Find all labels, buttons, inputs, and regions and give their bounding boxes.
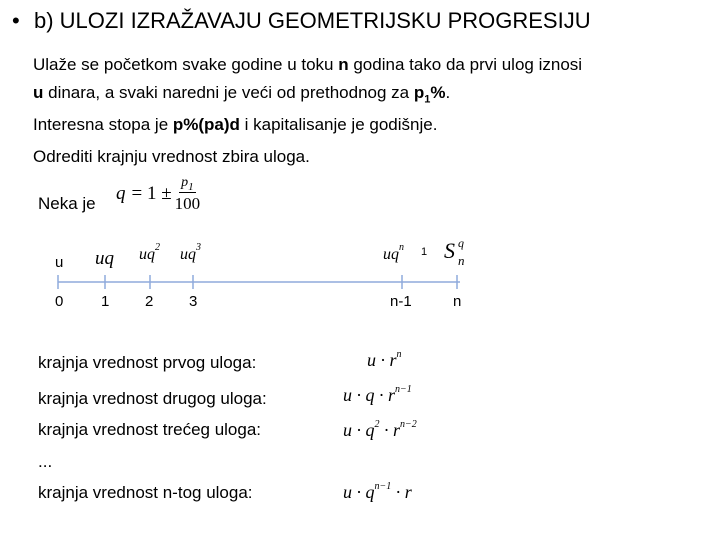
- neka-label: Neka je: [38, 194, 96, 213]
- formula-first-deposit: $u \cdot r^n$: [367, 349, 402, 370]
- tick-label-n: n: [453, 293, 462, 310]
- tick-label-n-1: n-1: [390, 293, 412, 310]
- value-row-4-label: ...: [38, 452, 53, 471]
- intro-text: .: [445, 83, 451, 102]
- title-bullet: •: [12, 8, 20, 33]
- intro-bold-p1: $p_1\%$: [413, 83, 446, 106]
- sum-superscript: q: [458, 236, 464, 250]
- timeline-row-label: u: [55, 254, 64, 271]
- value-row-5-label: krajnja vrednost n-tog uloga:: [38, 483, 253, 502]
- intro-text: i kapitalisanje je godišnje.: [239, 115, 438, 134]
- tick-label-0: 0: [55, 293, 64, 310]
- formula-nth-deposit: $u \cdot q^{n-1} \cdot r$: [343, 481, 412, 502]
- value-row-2-label: krajnja vrednost drugog uloga:: [38, 389, 267, 408]
- q-equals: = 1 ±: [131, 183, 172, 204]
- formula-second-deposit: $u \cdot q \cdot r^{n-1}$: [343, 384, 412, 405]
- deposit-uq2: $uq^2$: [139, 242, 160, 263]
- intro-text: Ulaže se početkom svake godine u toku: [33, 55, 339, 74]
- formula-third-deposit: $u \cdot q^2 \cdot r^{n-2}$: [343, 419, 417, 440]
- deposit-uqn-tail: 1: [421, 246, 428, 258]
- intro-bold-rate: p%(pa)d: [172, 115, 240, 134]
- intro-text: Interesna stopa je: [33, 115, 173, 134]
- deposit-uq3: $uq^3$: [180, 242, 201, 263]
- intro-text: dinara, a svaki naredni je veći od prethodnog za: [43, 83, 414, 102]
- title-text: b) ULOZI IZRAŽAVAJU GEOMETRIJSKU PROGRESIJU: [34, 8, 591, 33]
- deposit-uqn: $uq^n$: [383, 242, 404, 263]
- p1-over-100-fraction: $\frac{p_1}{100}$: [174, 175, 201, 213]
- q-symbol: q: [116, 183, 126, 204]
- tick-label-3: 3: [189, 293, 198, 310]
- deposit-uq: uq: [95, 248, 114, 269]
- intro-bold-n: n: [338, 55, 349, 74]
- intro-text: godina tako da prvi ulog iznosi: [348, 55, 583, 74]
- sum-subscript: n: [458, 253, 465, 268]
- tick-label-1: 1: [101, 293, 110, 310]
- value-row-1-label: krajnja vrednost prvog uloga:: [38, 353, 257, 372]
- intro-bold-u: u: [33, 83, 44, 102]
- tick-label-2: 2: [145, 293, 154, 310]
- sum-symbol: S q n: [444, 236, 465, 268]
- intro-line-4: Odrediti krajnju vrednost zbira uloga.: [33, 147, 310, 166]
- value-row-3-label: krajnja vrednost trećeg uloga:: [38, 420, 262, 439]
